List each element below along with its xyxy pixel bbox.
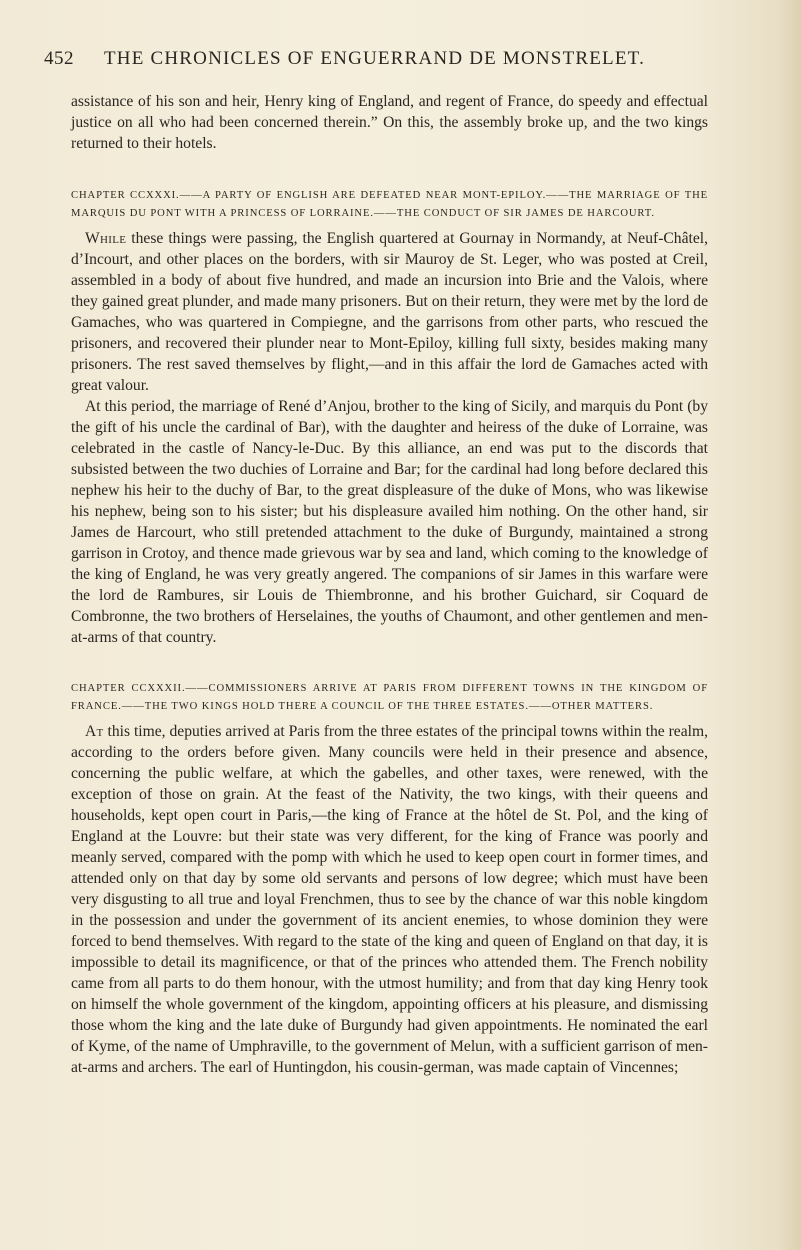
paragraph-text: these things were passing, the English quartered at Gournay in Normandy, at Neuf-Châtel, d’Incourt, and other places on the borders, with sir Mauroy de St. Leger, who was posted at Creil, assembled in a body of about five hundred, and made an incursion into Brie and the Valois, where they gained great plunder, and made many prisoners. But on their return, they were met by the lord de Gamaches, who was quartered in Compiegne, and the garrisons from other parts, who rescued the prisoners, and recovered their plunder near to Mont-Epiloy, killing full sixty, besides making many prisoners. The rest saved themselves by flight,—and in this affair the lord de Gamaches acted with great valour. (71, 230, 708, 394)
page-body (71, 91, 708, 1078)
chapter-paragraph (71, 721, 708, 1078)
chapter-heading: CHAPTER CCXXXI.——A PARTY OF ENGLISH ARE DEFEATED NEAR MONT-EPILOY.——THE MARRIAGE OF THE MARQUIS DU PONT WITH A PRINCESS OF LORRAINE.——THE CONDUCT OF SIR JAMES DE HARCOURT. (71, 190, 708, 219)
running-title: THE CHRONICLES OF ENGUERRAND DE MONSTRELET. (104, 48, 646, 69)
chapter-paragraph (71, 228, 708, 396)
chapter-paragraph: At this period, the marriage of René d’Anjou, brother to the king of Sicily, and marquis du Pont (by the gift of his uncle the cardinal of Bar), with the daughter and heiress of the duke of Lorraine, was celebrated in the castle of Nancy-le-Duc. By this alliance, an end was put to the discords that subsisted between the two duchies of Lorraine and Bar; for the cardinal had long before declared this nephew his heir to the duchy of Bar, to the great displeasure of the duke of Mons, who was likewise his nephew, being son to his sister; but his displeasure availed him nothing. On the other hand, sir James de Harcourt, who still pretended attachment to the duke of Burgundy, maintained a strong garrison in Crotoy, and thence made grievous war by sea and land, which coming to the knowledge of the king of England, he was very greatly angered. The companions of sir James in this warfare were the lord de Rambures, sir Louis de Thiembronne, and his brother Guichard, sir Coquard de Combronne, the two brothers of Herselaines, the youths of Chaumont, and other gentlemen and men-at-arms of that country. (71, 398, 708, 646)
opening-paragraph: assistance of his son and heir, Henry king of England, and regent of France, do speedy and effectual justice on all who had been concerned therein.” On this, the assembly broke up, and the two kings returned to their hotels. (71, 93, 708, 152)
drop-word: While (85, 230, 127, 247)
page-number: 452 (44, 48, 74, 69)
page-header (44, 44, 708, 70)
paragraph-text: this time, deputies arrived at Paris from the three estates of the principal towns within the realm, according to the orders before given. Many councils were held in their presence and absence, concerning the public welfare, at which the gabelles, and other taxes, were renewed, with the exception of those on grain. At the feast of the Nativity, the two kings, with their queens and households, kept open court in Paris,—the king of France at the hôtel de St. Pol, and the king of England at the Louvre: but their state was very different, for the king of France was poorly and meanly served, compared with the pomp with which he used to keep open court in former times, and attended only on that day by some old servants and persons of low degree; which must have been very disgusting to all true and loyal Frenchmen, thus to see by the chance of war this noble kingdom in the possession and under the government of its ancient enemies, to whose dominion they were forced to bend themselves. With regard to the state of the king and queen of England on that day, it is impossible to detail its magnificence, or that of the princes who attended them. The French nobility came from all parts to do them honour, with the utmost humility; and from that day king Henry took on himself the whole government of the kingdom, appointing officers at his pleasure, and dismissing those whom the king and the late duke of Burgundy had given appointments. He nominated the earl of Kyme, of the name of Umphraville, to the government of Melun, with a sufficient garrison of men-at-arms and archers. The earl of Huntingdon, his cousin-german, was made captain of Vincennes; (71, 723, 708, 1076)
drop-word: At (85, 723, 104, 740)
chapter-heading: CHAPTER CCXXXII.——COMMISSIONERS ARRIVE AT PARIS FROM DIFFERENT TOWNS IN THE KINGDOM OF FRANCE.——THE TWO KINGS HOLD THERE A COUNCIL OF THE THREE ESTATES.——OTHER MATTERS. (71, 683, 708, 712)
